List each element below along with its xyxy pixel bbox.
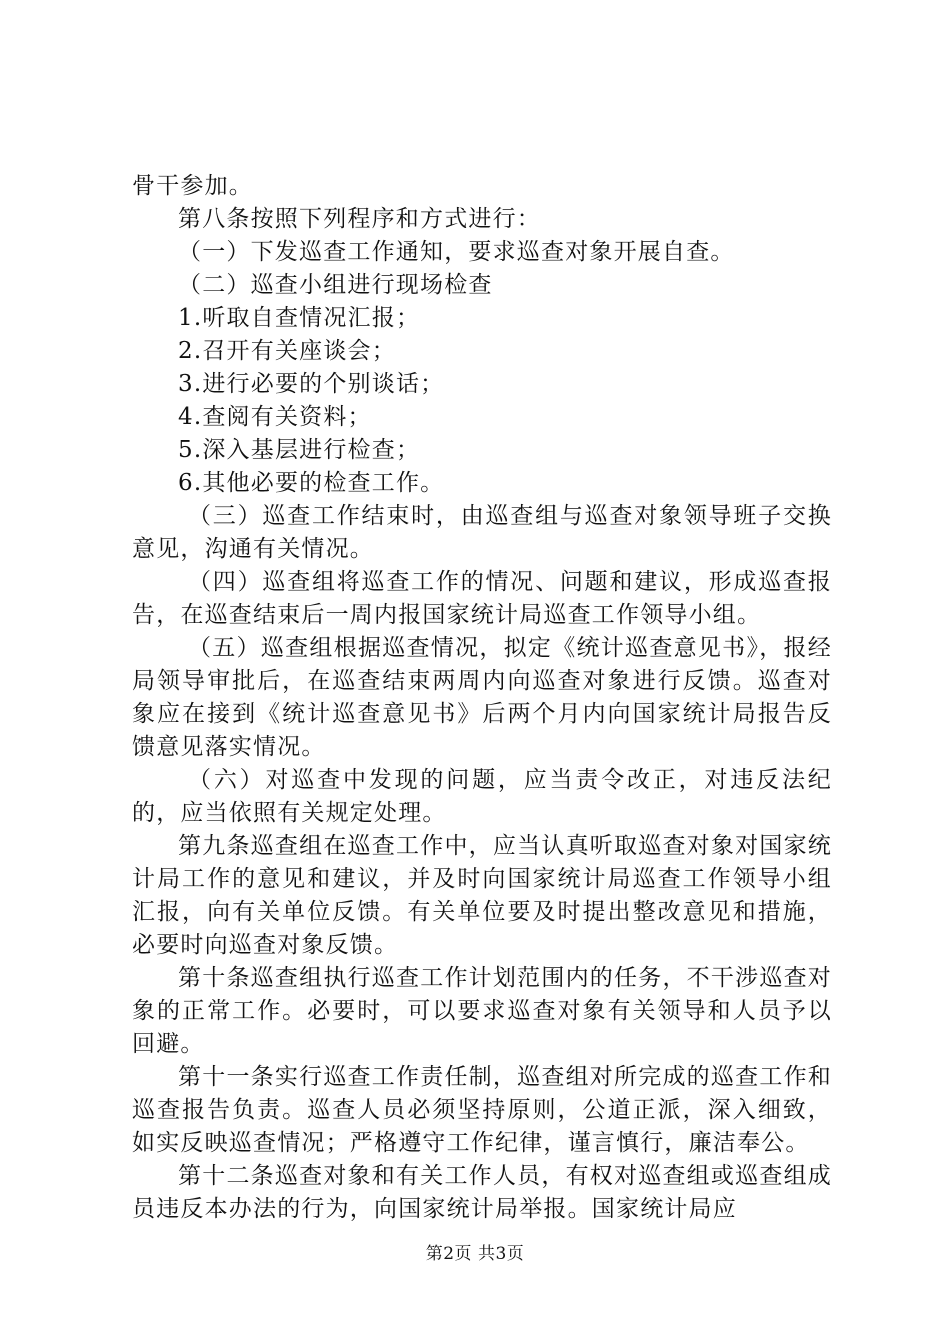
body-paragraph: 第十二条巡查对象和有关工作人员，有权对巡查组或巡查组成员违反本办法的行为，向国家统计局举报。国家统计局应	[132, 1163, 832, 1222]
body-paragraph: （二）巡查小组进行现场检查	[178, 272, 493, 298]
body-paragraph: 第九条巡查组在巡查工作中，应当认真听取巡查对象对国家统计局工作的意见和建议，并及时向国家统计局巡查工作领导小组汇报，向有关单位反馈。有关单位要及时提出整改意见和措施，必要时向巡查对象反馈。	[132, 833, 832, 958]
body-paragraph: （六）对巡查中发现的问题，应当责令改正，对违反法纪的，应当依照有关规定处理。	[132, 767, 832, 826]
body-paragraph: 4.查阅有关资料；	[178, 404, 372, 430]
body-paragraph: （一）下发巡查工作通知，要求巡查对象开展自查。	[178, 239, 735, 265]
document-body	[132, 170, 832, 1226]
body-paragraph: 6.其他必要的检查工作。	[178, 470, 445, 496]
body-paragraph: （三）巡查工作结束时，由巡查组与巡查对象领导班子交换意见，沟通有关情况。	[132, 503, 832, 562]
body-paragraph: 骨干参加。	[132, 173, 253, 199]
body-paragraph: 3.进行必要的个别谈话；	[178, 371, 445, 397]
body-paragraph: （五）巡查组根据巡查情况，拟定《统计巡查意见书》，报经局领导审批后，在巡查结束两周内向巡查对象进行反馈。巡查对象应在接到《统计巡查意见书》后两个月内向国家统计局报告反馈意见落实情况。	[132, 635, 832, 760]
page-number: 第2页 共3页	[425, 1244, 525, 1264]
body-paragraph: 第十一条实行巡查工作责任制，巡查组对所完成的巡查工作和巡查报告负责。巡查人员必须坚持原则，公道正派，深入细致，如实反映巡查情况；严格遵守工作纪律，谨言慎行，廉洁奉公。	[132, 1064, 832, 1156]
body-paragraph: 第十条巡查组执行巡查工作计划范围内的任务，不干涉巡查对象的正常工作。必要时，可以要求巡查对象有关领导和人员予以回避。	[132, 965, 832, 1057]
body-paragraph: 5.深入基层进行检查；	[178, 437, 421, 463]
body-paragraph: （四）巡查组将巡查工作的情况、问题和建议，形成巡查报告，在巡查结束后一周内报国家统计局巡查工作领导小组。	[132, 569, 832, 628]
body-paragraph: 第八条按照下列程序和方式进行：	[178, 206, 541, 232]
body-paragraph: 1.听取自查情况汇报；	[178, 305, 421, 331]
body-paragraph: 2.召开有关座谈会；	[178, 338, 396, 364]
